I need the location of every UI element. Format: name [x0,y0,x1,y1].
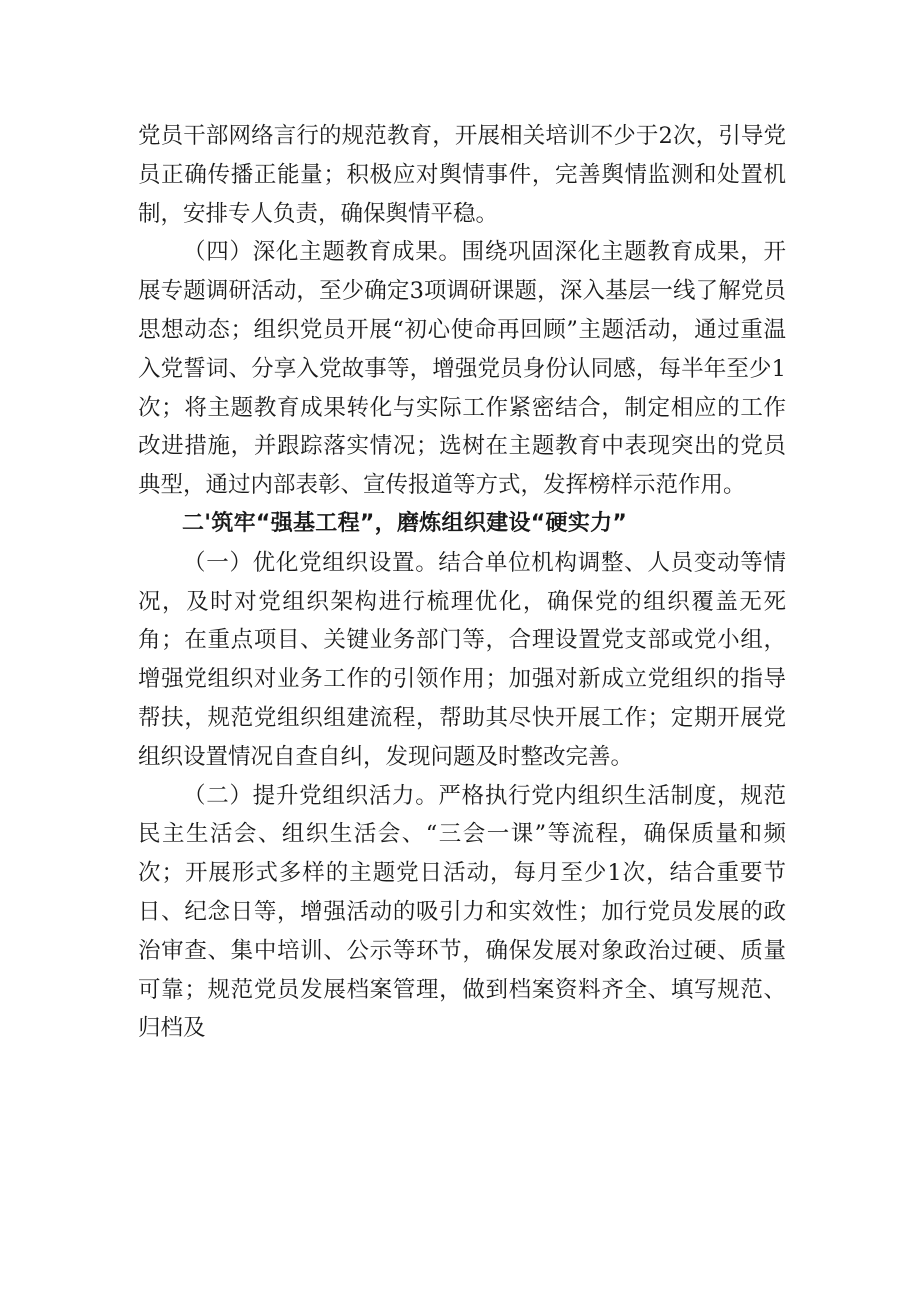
document-page [138,117,786,1048]
section-paragraph-enhance-vitality: （二）提升党组织活力。严格执行党内组织生活制度，规范民主生活会、组织生活会、“三会一课”等流程，确保质量和频次；开展形式多样的主题党日活动，每月至少1次，结合重要节日、纪念日等，增强活动的吸引力和实效性；加行党员发展的政治审查、集中培训、公示等环节，确保发展对象政治过硬、质量可靠；规范党员发展档案管理，做到档案资料齐全、填写规范、归档及 [138,782,786,1042]
section-paragraph-optimize-organization: （一）优化党组织设置。结合单位机构调整、人员变动等情况，及时对党组织架构进行梳理优化，确保党的组织覆盖无死角；在重点项目、关键业务部门等，合理设置党支部或党小组，增强党组织对业务工作的引领作用；加强对新成立党组织的指导帮扶，规范党组织组建流程，帮助其尽快开展工作；定期开展党组织设置情况自查自纠，发现问题及时整改完善。 [138,549,786,770]
section-paragraph-deepen-education: （四）深化主题教育成果。围绕巩固深化主题教育成果，开展专题调研活动，至少确定3项调研课题，深入基层一线了解党员思想动态；组织党员开展“初心使命再回顾”主题活动，通过重温入党誓词、分享入党故事等，增强党员身份认同感，每半年至少1次；将主题教育成果转化与实际工作紧密结合，制定相应的工作改进措施，并跟踪落实情况；选树在主题教育中表现突出的党员典型，通过内部表彰、宣传报道等方式，发挥榜样示范作用。 [138,239,786,499]
section-heading: 二'筑牢“强基工程”，磨炼组织建设“硬实力” [182,510,628,536]
body-paragraph: 党员干部网络言行的规范教育，开展相关培训不少于2次，引导党员正确传播正能量；积极应对舆情事件，完善舆情监测和处置机制，安排专人负责，确保舆情平稳。 [138,123,786,227]
